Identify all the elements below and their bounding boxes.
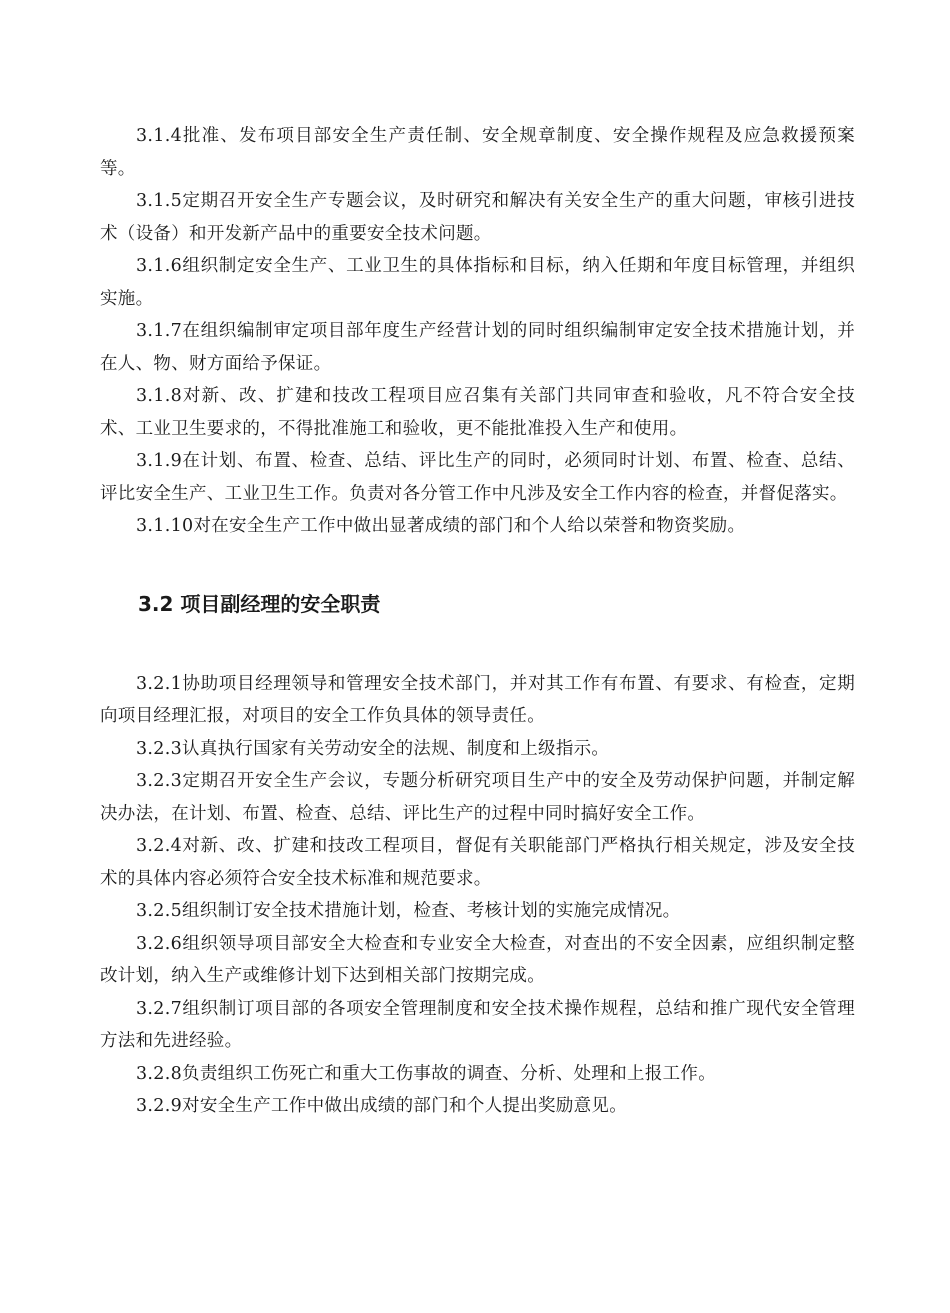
paragraph-3-2-8: 3.2.8负责组织工伤死亡和重大工伤事故的调查、分析、处理和上报工作。 [136,1063,717,1084]
paragraph-3-1-7: 3.1.7在组织编制审定项目部年度生产经营计划的同时组织编制审定安全技术措施计划，并在人、物、财方面给予保证。 [100,321,855,374]
paragraph-3-1-8: 3.1.8对新、改、扩建和技改工程项目应召集有关部门共同审查和验收，凡不符合安全技术、工业卫生要求的，不得批准施工和验收，更不能批准投入生产和使用。 [100,386,855,439]
paragraph-3-2-2: 3.2.3认真执行国家有关劳动安全的法规、制度和上级指示。 [136,738,610,759]
paragraph-3-1-9: 3.1.9在计划、布置、检查、总结、评比生产的同时，必须同时计划、布置、检查、总结、评比安全生产、工业卫生工作。负责对各分管工作中凡涉及安全工作内容的检查，并督促落实。 [100,451,855,504]
paragraph-3-1-10: 3.1.10对在安全生产工作中做出显著成绩的部门和个人给以荣誉和物资奖励。 [136,516,746,536]
paragraph-3-1-6: 3.1.6组织制定安全生产、工业卫生的具体指标和目标，纳入任期和年度目标管理，并组织实施。 [100,256,855,309]
paragraph-3-2-3: 3.2.3定期召开安全生产会议，专题分析研究项目生产中的安全及劳动保护问题，并制定解决办法，在计划、布置、检查、总结、评比生产的过程中同时搞好安全工作。 [100,771,855,824]
paragraph-3-1-5: 3.1.5定期召开安全生产专题会议，及时研究和解决有关安全生产的重大问题，审核引进技术（设备）和开发新产品中的重要安全技术问题。 [100,191,855,244]
paragraph-3-2-7: 3.2.7组织制订项目部的各项安全管理制度和安全技术操作规程，总结和推广现代安全管理方法和先进经验。 [100,998,855,1051]
paragraph-3-2-4: 3.2.4对新、改、扩建和技改工程项目，督促有关职能部门严格执行相关规定，涉及安全技术的具体内容必须符合安全技术标准和规范要求。 [100,836,855,889]
paragraph-3-2-9: 3.2.9对安全生产工作中做出成绩的部门和个人提出奖励意见。 [136,1096,628,1116]
paragraph-3-2-5: 3.2.5组织制订安全技术措施计划，检查、考核计划的实施完成情况。 [136,901,681,921]
section-3-1-continued [100,120,855,543]
paragraph-3-1-4: 3.1.4批准、发布项目部安全生产责任制、安全规章制度、安全操作规程及应急救援预案等。 [100,126,855,179]
paragraph-3-2-1: 3.2.1协助项目经理领导和管理安全技术部门，并对其工作有布置、有要求、有检查，定期向项目经理汇报，对项目的安全工作负具体的领导责任。 [100,673,855,726]
section-3-2 [100,668,855,1123]
paragraph-3-2-6: 3.2.6组织领导项目部安全大检查和专业安全大检查，对查出的不安全因素，应组织制定整改计划，纳入生产或维修计划下达到相关部门按期完成。 [100,933,855,986]
document-page [100,120,855,1123]
section-heading-3-2: 3.2 项目副经理的安全职责 [138,591,381,616]
